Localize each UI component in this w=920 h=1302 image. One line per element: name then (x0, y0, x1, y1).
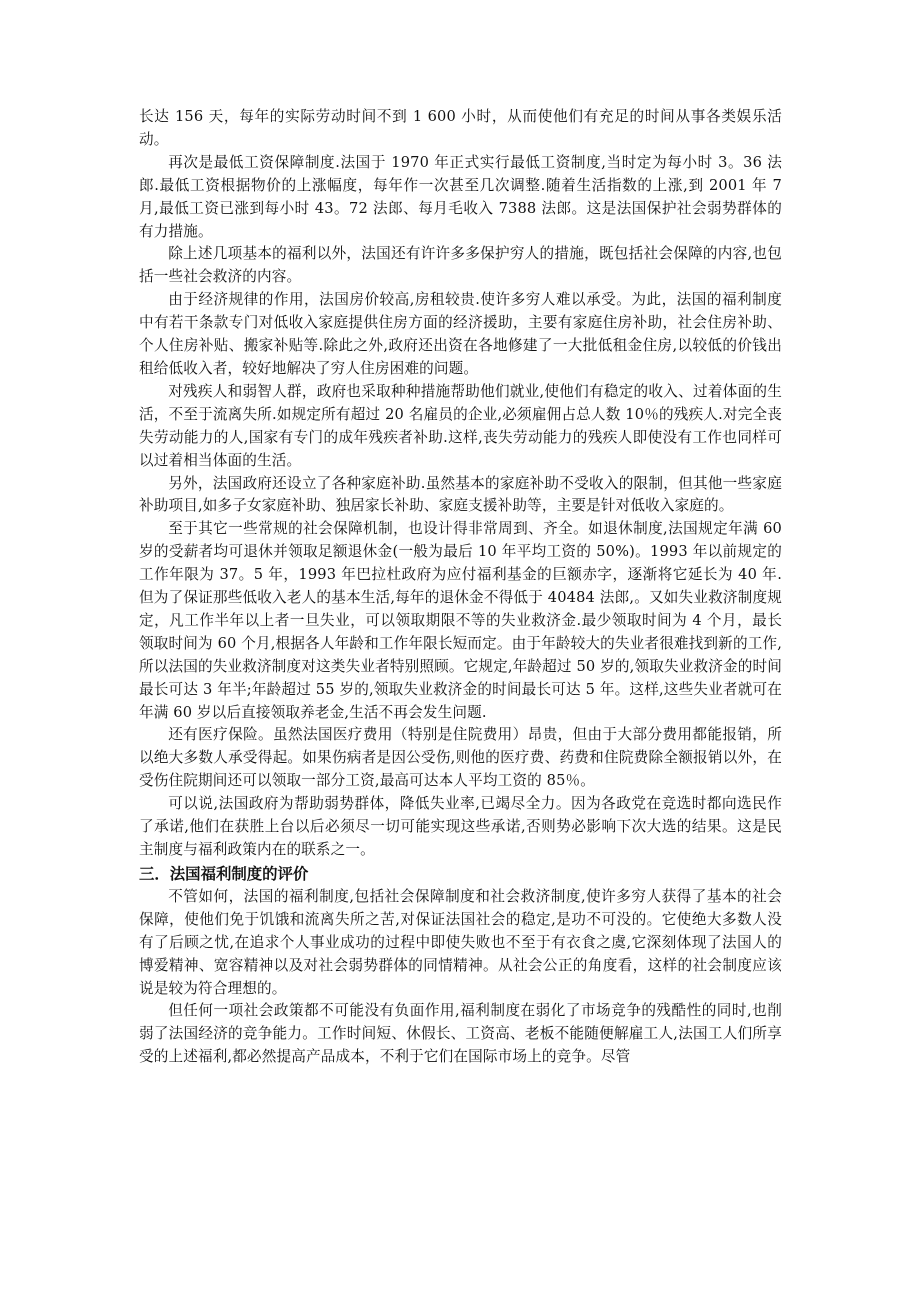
paragraph-minimum-wage: 再次是最低工资保障制度.法国于 1970 年正式实行最低工资制度,当时定为每小时 3。36 法郎.最低工资根据物价的上涨幅度，每年作一次甚至几次调整.随着生活指数的上涨,到 2001 年 7 月,最低工资已涨到每小时 43。72 法郎、每月毛收入 7388 法郎。这是法国保护社会弱势群体的有力措施。 (139, 153, 782, 240)
section-heading-evaluation: 三．法国福利制度的评价 (139, 864, 309, 883)
paragraph-government-effort: 可以说,法国政府为帮助弱势群体，降低失业率,已竭尽全力。因为各政党在竞选时都向选民作了承诺,他们在获胜上台以后必须尽一切可能实现这些承诺,否则势必影响下次大选的结果。这是民主制度与福利政策内在的联系之一。 (139, 795, 782, 858)
paragraph-retirement-unemployment: 至于其它一些常规的社会保障机制，也设计得非常周到、齐全。如退休制度,法国规定年满 60 岁的受薪者均可退休并领取足额退休金(一般为最后 10 年平均工资的 50%)。1993 年以前规定的工作年限为 37。5 年，1993 年巴拉杜政府为应付福利基金的巨额赤字，逐渐将它延长为 40 年.但为了保证那些低收入老人的基本生活,每年的退休金不得低于 40484 法郎,。又如失业救济制度规定，凡工作半年以上者一旦失业，可以领取期限不等的失业救济金.最少领取时间为 4 个月，最长领取时间为 60 个月,根据各人年龄和工作年限长短而定。由于年龄较大的失业者很难找到新的工作,所以法国的失业救济制度对这类失业者特别照顾。它规定,年龄超过 50 岁的,领取失业救济金的时间最长可达 3 年半;年龄超过 55 岁的,领取失业救济金的时间最长可达 5 年。这样,这些失业者就可在年满 60 岁以后直接领取养老金,生活不再会发生问题. (139, 520, 782, 721)
paragraph-working-hours-continuation: 长达 156 天，每年的实际劳动时间不到 1 600 小时，从而使他们有充足的时间从事各类娱乐活动。 (139, 108, 782, 148)
paragraph-negative-effects: 但任何一项社会政策都不可能没有负面作用,福利制度在弱化了市场竞争的残酷性的同时,也削弱了法国经济的竞争能力。工作时间短、休假长、工资高、老板不能随便解雇工人,法国工人们所享受的上述福利,都必然提高产品成本，不利于它们在国际市场上的竞争。尽管 (139, 1002, 782, 1066)
paragraph-medical-insurance: 还有医疗保险。虽然法国医疗费用（特别是住院费用）昂贵，但由于大部分费用都能报销，所以绝大多数人承受得起。如果伤病者是因公受伤,则他的医疗费、药费和住院费除全额报销以外，在受伤住院期间还可以领取一部分工资,最高可达本人平均工资的 85％。 (139, 726, 782, 790)
paragraph-poor-protection: 除上述几项基本的福利以外，法国还有许许多多保护穷人的措施，既包括社会保障的内容,也包括一些社会救济的内容。 (139, 245, 782, 286)
paragraph-housing-aid: 由于经济规律的作用，法国房价较高,房租较贵.使许多穷人难以承受。为此，法国的福利制度中有若干条款专门对低收入家庭提供住房方面的经济援助，主要有家庭住房补助，社会住房补助、个人住房补贴、搬家补贴等.除此之外,政府还出资在各地修建了一大批低租金住房,以较低的价钱出租给低收入者，较好地解决了穷人住房困难的问题。 (139, 291, 782, 377)
document-body (139, 106, 782, 1069)
paragraph-positive-evaluation: 不管如何，法国的福利制度,包括社会保障制度和社会救济制度,使许多穷人获得了基本的社会保障，使他们免于饥饿和流离失所之苦,对保证法国社会的稳定,是功不可没的。它使绝大多数人没有了后顾之忧,在追求个人事业成功的过程中即使失败也不至于有衣食之虞,它深刻体现了法国人的博爱精神、宽容精神以及对社会弱势群体的同情精神。从社会公正的角度看，这样的社会制度应该说是较为符合理想的。 (139, 887, 782, 997)
paragraph-family-aid: 另外，法国政府还设立了各种家庭补助.虽然基本的家庭补助不受收入的限制，但其他一些家庭补助项目,如多子女家庭补助、独居家长补助、家庭支援补助等，主要是针对低收入家庭的。 (139, 474, 782, 515)
paragraph-disabled-aid: 对残疾人和弱智人群，政府也采取种种措施帮助他们就业,使他们有稳定的收入、过着体面的生活，不至于流离失所.如规定所有超过 20 名雇员的企业,必须雇佣占总人数 10％的残疾人.对完全丧失劳动能力的人,国家有专门的成年残疾者补助.这样,丧失劳动能力的残疾人即使没有工作也同样可以过着相当体面的生活。 (139, 382, 782, 469)
